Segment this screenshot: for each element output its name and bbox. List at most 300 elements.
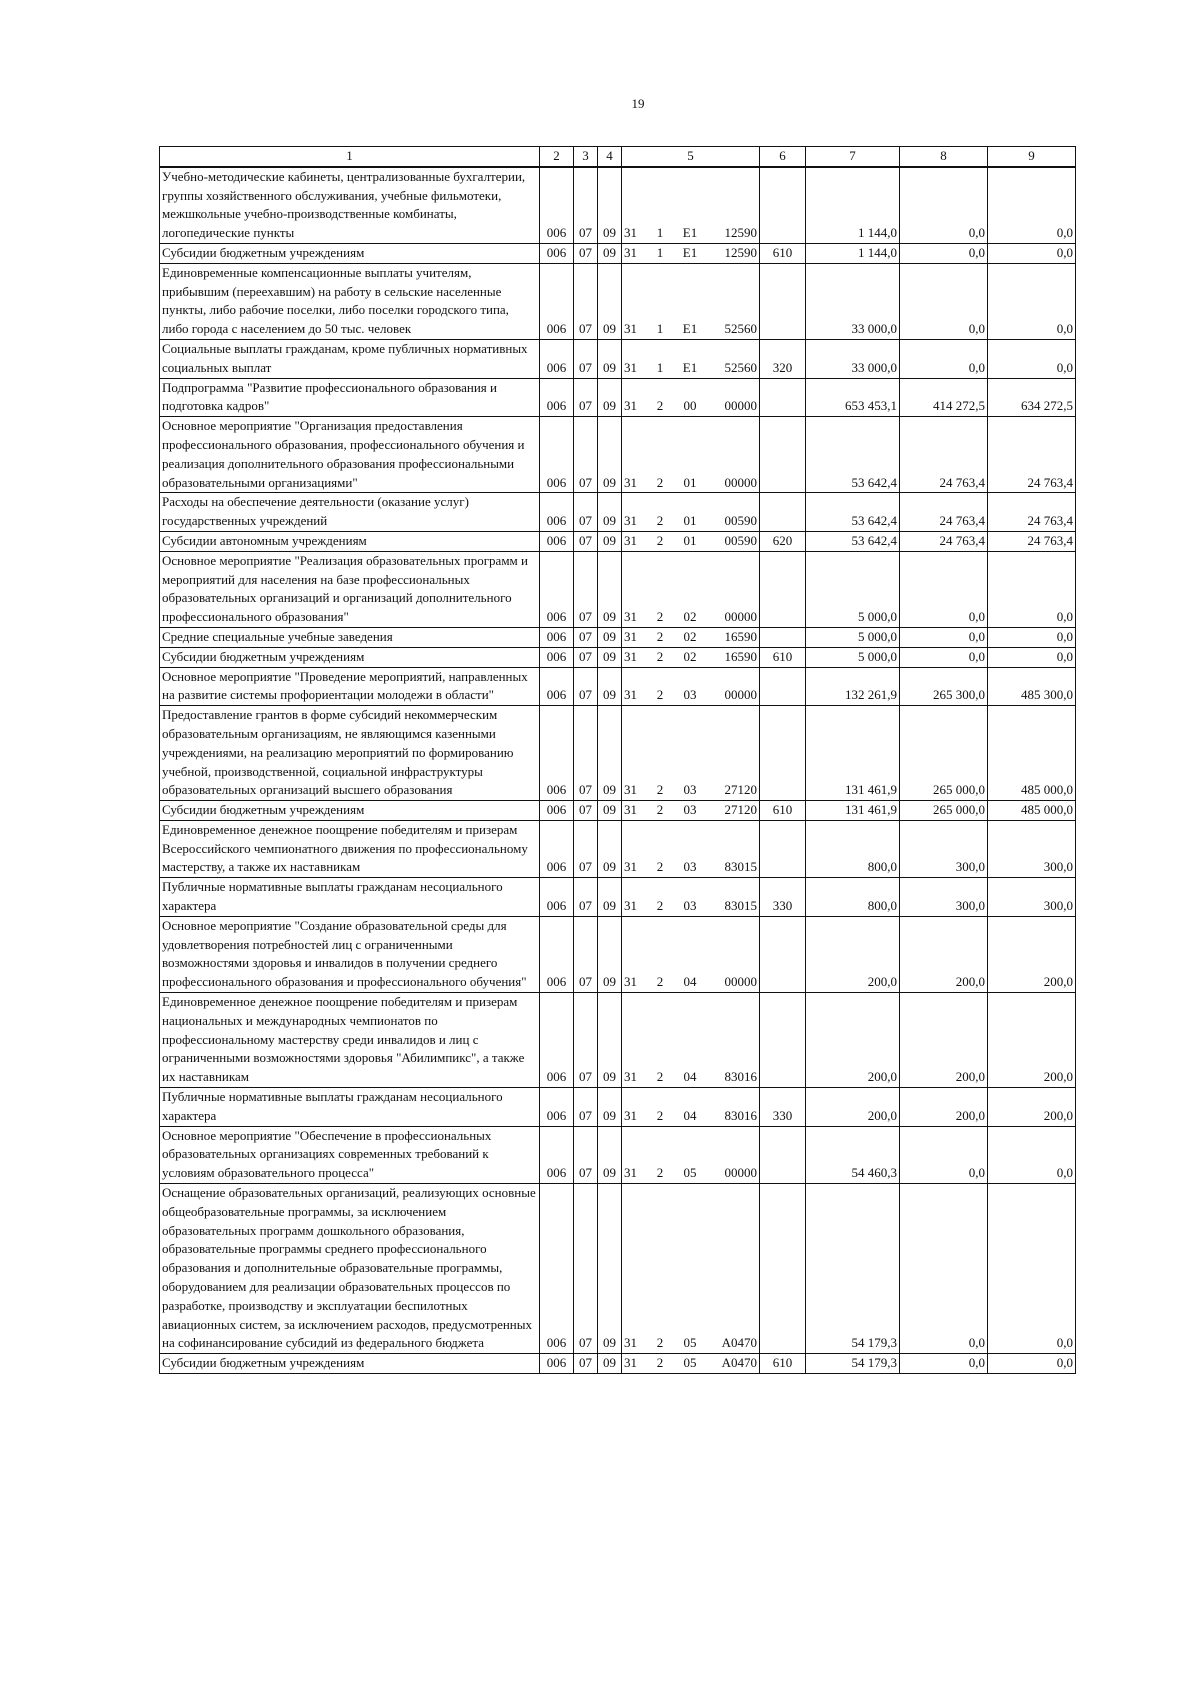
cell-amount-col7: 5 000,0	[806, 647, 900, 667]
target-article-direction: 52560	[724, 321, 757, 337]
cell-grbs: 006	[540, 551, 574, 627]
cell-target-article	[622, 627, 760, 647]
cell-amount-col7: 131 461,9	[806, 706, 900, 801]
cell-subsection: 09	[598, 551, 622, 627]
cell-grbs: 006	[540, 993, 574, 1088]
cell-target-article	[622, 339, 760, 378]
cell-expense-type	[760, 378, 806, 417]
cell-target-article	[622, 667, 760, 706]
cell-subsection: 09	[598, 878, 622, 917]
row-name: Учебно-методические кабинеты, централизованные бухгалтерии, группы хозяйственного обслуживания, учебные фильмотеки, межшкольные учебно-производственные комбинаты, логопедические пункты	[160, 167, 540, 244]
target-article-direction: A0470	[721, 1335, 757, 1351]
target-article-subprogram: 2	[656, 628, 664, 644]
cell-amount-col7: 131 461,9	[806, 801, 900, 821]
cell-section: 07	[574, 167, 598, 244]
target-article-event: 03	[683, 859, 697, 875]
row-name: Публичные нормативные выплаты гражданам несоциального характера	[160, 878, 540, 917]
target-article-program: 31	[624, 532, 637, 548]
target-article-program: 31	[624, 398, 637, 414]
cell-target-article	[622, 706, 760, 801]
cell-amount-col8: 24 763,4	[900, 417, 988, 493]
cell-subsection: 09	[598, 993, 622, 1088]
row-name: Основное мероприятие "Создание образовательной среды для удовлетворения потребностей лиц с ограниченными возможностями здоровья и инвалидов в получении среднего профессионального образования и профессионального обучения"	[160, 916, 540, 992]
cell-amount-col9: 200,0	[988, 993, 1076, 1088]
cell-amount-col7: 5 000,0	[806, 627, 900, 647]
table-body	[160, 167, 1076, 1374]
cell-amount-col9: 24 763,4	[988, 417, 1076, 493]
cell-subsection: 09	[598, 339, 622, 378]
cell-subsection: 09	[598, 667, 622, 706]
target-article-event: 03	[683, 687, 697, 703]
cell-target-article	[622, 493, 760, 532]
target-article-event: 04	[683, 974, 697, 990]
target-article-subprogram: 2	[656, 974, 664, 990]
cell-section: 07	[574, 878, 598, 917]
target-article-program: 31	[624, 225, 637, 241]
cell-amount-col9: 300,0	[988, 878, 1076, 917]
cell-expense-type: 320	[760, 339, 806, 378]
cell-target-article	[622, 263, 760, 339]
target-article-direction: 27120	[724, 782, 757, 798]
cell-grbs: 006	[540, 820, 574, 877]
target-article-event: 01	[683, 513, 697, 529]
cell-amount-col9: 485 000,0	[988, 801, 1076, 821]
table-row	[160, 993, 1076, 1088]
table-row	[160, 493, 1076, 532]
cell-expense-type	[760, 263, 806, 339]
cell-subsection: 09	[598, 493, 622, 532]
cell-section: 07	[574, 1354, 598, 1374]
target-article-event: 03	[683, 802, 697, 818]
cell-amount-col8: 200,0	[900, 1088, 988, 1127]
cell-section: 07	[574, 378, 598, 417]
cell-subsection: 09	[598, 1354, 622, 1374]
row-name: Единовременное денежное поощрение победителям и призерам Всероссийского чемпионатного движения по профессиональному мастерству, а также их наставникам	[160, 820, 540, 877]
cell-amount-col9: 634 272,5	[988, 378, 1076, 417]
cell-amount-col8: 0,0	[900, 263, 988, 339]
cell-grbs: 006	[540, 417, 574, 493]
target-article-direction: 83015	[724, 859, 757, 875]
cell-section: 07	[574, 667, 598, 706]
target-article-program: 31	[624, 359, 637, 375]
cell-amount-col9: 0,0	[988, 1184, 1076, 1354]
cell-subsection: 09	[598, 243, 622, 263]
cell-target-article	[622, 551, 760, 627]
cell-amount-col9: 0,0	[988, 339, 1076, 378]
table-row	[160, 531, 1076, 551]
row-name: Предоставление грантов в форме субсидий некоммерческим образовательным организациям, не являющимся казенными учреждениями, на реализацию мероприятий по формированию учебной, производственной, социальной инфраструктуры образовательных организаций высшего образования	[160, 706, 540, 801]
target-article-program: 31	[624, 859, 637, 875]
target-article-subprogram: 2	[656, 898, 664, 914]
cell-amount-col9: 24 763,4	[988, 493, 1076, 532]
cell-section: 07	[574, 1184, 598, 1354]
target-article-program: 31	[624, 1107, 637, 1123]
cell-amount-col9: 300,0	[988, 820, 1076, 877]
row-name: Основное мероприятие "Обеспечение в профессиональных образовательных организациях современных требований к условиям образовательного процесса"	[160, 1126, 540, 1183]
target-article-event: 01	[683, 474, 697, 490]
table-row	[160, 1126, 1076, 1183]
cell-amount-col7: 5 000,0	[806, 551, 900, 627]
cell-grbs: 006	[540, 878, 574, 917]
cell-amount-col7: 800,0	[806, 878, 900, 917]
target-article-program: 31	[624, 1069, 637, 1085]
cell-section: 07	[574, 647, 598, 667]
cell-section: 07	[574, 263, 598, 339]
target-article-event: E1	[682, 225, 698, 241]
cell-expense-type	[760, 667, 806, 706]
cell-amount-col8: 265 000,0	[900, 801, 988, 821]
cell-amount-col9: 485 300,0	[988, 667, 1076, 706]
column-header: 4	[598, 147, 622, 167]
cell-grbs: 006	[540, 1184, 574, 1354]
cell-section: 07	[574, 551, 598, 627]
cell-subsection: 09	[598, 417, 622, 493]
cell-expense-type: 610	[760, 801, 806, 821]
row-name: Единовременные компенсационные выплаты учителям, прибывшим (переехавшим) на работу в сельские населенные пункты, либо рабочие поселки, либо поселки городского типа, либо города с населением до 50 тыс. человек	[160, 263, 540, 339]
target-article-event: E1	[682, 321, 698, 337]
target-article-event: 03	[683, 782, 697, 798]
cell-section: 07	[574, 627, 598, 647]
cell-amount-col8: 200,0	[900, 993, 988, 1088]
cell-target-article	[622, 531, 760, 551]
target-article-subprogram: 2	[656, 513, 664, 529]
cell-amount-col7: 53 642,4	[806, 493, 900, 532]
target-article-direction: 00000	[724, 398, 757, 414]
cell-target-article	[622, 1184, 760, 1354]
cell-amount-col8: 0,0	[900, 1184, 988, 1354]
table-row	[160, 647, 1076, 667]
cell-section: 07	[574, 1126, 598, 1183]
cell-amount-col8: 300,0	[900, 820, 988, 877]
budget-table	[159, 146, 1076, 1374]
row-name: Оснащение образовательных организаций, реализующих основные общеобразовательные программы, за исключением образовательных программ дошкольного образования, образовательные программы среднего профессионального образования и дополнительные образовательные программы, оборудованием для реализации образовательных процессов по разработке, производству и эксплуатации беспилотных авиационных систем, за исключением расходов, предусмотренных на софинансирование субсидий из федерального бюджета	[160, 1184, 540, 1354]
target-article-subprogram: 2	[656, 859, 664, 875]
row-name: Субсидии бюджетным учреждениям	[160, 1354, 540, 1374]
target-article-event: 02	[683, 648, 697, 664]
cell-target-article	[622, 378, 760, 417]
row-name: Расходы на обеспечение деятельности (оказание услуг) государственных учреждений	[160, 493, 540, 532]
table-row	[160, 263, 1076, 339]
cell-amount-col8: 24 763,4	[900, 493, 988, 532]
cell-subsection: 09	[598, 1088, 622, 1127]
target-article-event: 05	[683, 1165, 697, 1181]
cell-amount-col8: 0,0	[900, 339, 988, 378]
row-name: Основное мероприятие "Организация предоставления профессионального образования, профессионального обучения и реализация дополнительного образования профессиональными образовательными организациями"	[160, 417, 540, 493]
cell-expense-type	[760, 706, 806, 801]
cell-section: 07	[574, 1088, 598, 1127]
target-article-subprogram: 2	[656, 609, 664, 625]
row-name: Субсидии бюджетным учреждениям	[160, 243, 540, 263]
table-row	[160, 820, 1076, 877]
cell-section: 07	[574, 339, 598, 378]
target-article-event: 02	[683, 609, 697, 625]
cell-amount-col8: 200,0	[900, 916, 988, 992]
cell-amount-col8: 265 300,0	[900, 667, 988, 706]
target-article-subprogram: 2	[656, 802, 664, 818]
table-row	[160, 878, 1076, 917]
cell-amount-col7: 54 460,3	[806, 1126, 900, 1183]
target-article-direction: 83015	[724, 898, 757, 914]
cell-amount-col7: 1 144,0	[806, 243, 900, 263]
row-name: Единовременное денежное поощрение победителям и призерам национальных и международных чемпионатов по профессиональному мастерству среди инвалидов и лиц с ограниченными возможностями здоровья "Абилимпикс", а также их наставникам	[160, 993, 540, 1088]
table-row	[160, 1088, 1076, 1127]
cell-grbs: 006	[540, 1126, 574, 1183]
cell-expense-type	[760, 1126, 806, 1183]
target-article-event: 03	[683, 898, 697, 914]
target-article-subprogram: 2	[656, 1335, 664, 1351]
row-name: Основное мероприятие "Проведение мероприятий, направленных на развитие системы профориентации молодежи в области"	[160, 667, 540, 706]
cell-subsection: 09	[598, 378, 622, 417]
table-row	[160, 801, 1076, 821]
cell-grbs: 006	[540, 243, 574, 263]
cell-amount-col7: 54 179,3	[806, 1184, 900, 1354]
table-row	[160, 378, 1076, 417]
cell-amount-col8: 0,0	[900, 551, 988, 627]
target-article-subprogram: 2	[656, 532, 664, 548]
table-row	[160, 1184, 1076, 1354]
cell-amount-col9: 0,0	[988, 243, 1076, 263]
cell-target-article	[622, 417, 760, 493]
cell-grbs: 006	[540, 339, 574, 378]
cell-amount-col8: 0,0	[900, 627, 988, 647]
target-article-direction: 00000	[724, 1165, 757, 1181]
cell-amount-col7: 1 144,0	[806, 167, 900, 244]
target-article-event: 02	[683, 628, 697, 644]
target-article-direction: 16590	[724, 628, 757, 644]
cell-amount-col9: 0,0	[988, 167, 1076, 244]
row-name: Социальные выплаты гражданам, кроме публичных нормативных социальных выплат	[160, 339, 540, 378]
cell-target-article	[622, 1126, 760, 1183]
cell-subsection: 09	[598, 1184, 622, 1354]
row-name: Средние специальные учебные заведения	[160, 627, 540, 647]
cell-grbs: 006	[540, 531, 574, 551]
target-article-direction: A0470	[721, 1355, 757, 1371]
cell-expense-type	[760, 1184, 806, 1354]
cell-grbs: 006	[540, 263, 574, 339]
target-article-program: 31	[624, 687, 637, 703]
target-article-subprogram: 2	[656, 648, 664, 664]
target-article-subprogram: 2	[656, 782, 664, 798]
target-article-direction: 12590	[724, 244, 757, 260]
table-row	[160, 916, 1076, 992]
cell-expense-type	[760, 493, 806, 532]
cell-expense-type	[760, 551, 806, 627]
column-header: 2	[540, 147, 574, 167]
cell-amount-col9: 24 763,4	[988, 531, 1076, 551]
target-article-direction: 27120	[724, 802, 757, 818]
row-name: Субсидии бюджетным учреждениям	[160, 647, 540, 667]
cell-target-article	[622, 1088, 760, 1127]
row-name: Подпрограмма "Развитие профессионального образования и подготовка кадров"	[160, 378, 540, 417]
cell-amount-col7: 33 000,0	[806, 339, 900, 378]
cell-grbs: 006	[540, 801, 574, 821]
table-row	[160, 339, 1076, 378]
cell-target-article	[622, 243, 760, 263]
target-article-program: 31	[624, 513, 637, 529]
cell-subsection: 09	[598, 167, 622, 244]
column-header: 9	[988, 147, 1076, 167]
target-article-program: 31	[624, 974, 637, 990]
cell-target-article	[622, 647, 760, 667]
target-article-subprogram: 1	[656, 225, 664, 241]
cell-subsection: 09	[598, 531, 622, 551]
target-article-subprogram: 2	[656, 1069, 664, 1085]
cell-amount-col7: 53 642,4	[806, 417, 900, 493]
cell-target-article	[622, 916, 760, 992]
cell-grbs: 006	[540, 706, 574, 801]
target-article-program: 31	[624, 1335, 637, 1351]
cell-subsection: 09	[598, 647, 622, 667]
cell-amount-col9: 200,0	[988, 1088, 1076, 1127]
target-article-event: E1	[682, 244, 698, 260]
cell-target-article	[622, 820, 760, 877]
target-article-direction: 00000	[724, 609, 757, 625]
page-number: 19	[631, 96, 645, 111]
target-article-program: 31	[624, 244, 637, 260]
cell-amount-col8: 300,0	[900, 878, 988, 917]
column-header: 8	[900, 147, 988, 167]
cell-amount-col7: 200,0	[806, 993, 900, 1088]
column-header: 5	[622, 147, 760, 167]
target-article-subprogram: 2	[656, 1107, 664, 1123]
row-name: Субсидии автономным учреждениям	[160, 531, 540, 551]
target-article-program: 31	[624, 1355, 637, 1371]
cell-target-article	[622, 1354, 760, 1374]
target-article-program: 31	[624, 609, 637, 625]
cell-subsection: 09	[598, 801, 622, 821]
target-article-program: 31	[624, 782, 637, 798]
target-article-event: 04	[683, 1069, 697, 1085]
target-article-subprogram: 2	[656, 687, 664, 703]
cell-section: 07	[574, 493, 598, 532]
target-article-program: 31	[624, 898, 637, 914]
target-article-program: 31	[624, 802, 637, 818]
cell-grbs: 006	[540, 493, 574, 532]
cell-amount-col8: 0,0	[900, 1126, 988, 1183]
target-article-event: 00	[683, 398, 697, 414]
cell-subsection: 09	[598, 1126, 622, 1183]
cell-section: 07	[574, 706, 598, 801]
table-row	[160, 243, 1076, 263]
target-article-direction: 00000	[724, 974, 757, 990]
cell-amount-col7: 33 000,0	[806, 263, 900, 339]
target-article-program: 31	[624, 1165, 637, 1181]
cell-subsection: 09	[598, 627, 622, 647]
target-article-event: 05	[683, 1355, 697, 1371]
cell-amount-col9: 0,0	[988, 647, 1076, 667]
cell-grbs: 006	[540, 647, 574, 667]
cell-amount-col7: 200,0	[806, 916, 900, 992]
cell-expense-type	[760, 820, 806, 877]
cell-amount-col8: 0,0	[900, 243, 988, 263]
cell-section: 07	[574, 993, 598, 1088]
target-article-event: 04	[683, 1107, 697, 1123]
cell-section: 07	[574, 801, 598, 821]
target-article-program: 31	[624, 321, 637, 337]
cell-amount-col7: 800,0	[806, 820, 900, 877]
cell-section: 07	[574, 531, 598, 551]
column-header: 1	[160, 147, 540, 167]
target-article-direction: 12590	[724, 225, 757, 241]
table-row	[160, 551, 1076, 627]
cell-section: 07	[574, 820, 598, 877]
target-article-program: 31	[624, 628, 637, 644]
cell-grbs: 006	[540, 378, 574, 417]
cell-target-article	[622, 167, 760, 244]
target-article-direction: 00590	[724, 532, 757, 548]
target-article-subprogram: 2	[656, 1355, 664, 1371]
table-header-row	[160, 147, 1076, 167]
cell-amount-col8: 414 272,5	[900, 378, 988, 417]
cell-amount-col9: 0,0	[988, 263, 1076, 339]
target-article-direction: 00590	[724, 513, 757, 529]
table-row	[160, 627, 1076, 647]
target-article-subprogram: 2	[656, 474, 664, 490]
target-article-direction: 83016	[724, 1107, 757, 1123]
cell-section: 07	[574, 417, 598, 493]
cell-subsection: 09	[598, 916, 622, 992]
cell-amount-col8: 0,0	[900, 1354, 988, 1374]
cell-amount-col7: 653 453,1	[806, 378, 900, 417]
cell-grbs: 006	[540, 916, 574, 992]
cell-expense-type	[760, 993, 806, 1088]
row-name: Основное мероприятие "Реализация образовательных программ и мероприятий для населения на базе профессиональных образовательных организаций и организаций дополнительного профессионального образования"	[160, 551, 540, 627]
table-row	[160, 706, 1076, 801]
table-row	[160, 167, 1076, 244]
column-header: 3	[574, 147, 598, 167]
cell-section: 07	[574, 243, 598, 263]
target-article-direction: 83016	[724, 1069, 757, 1085]
target-article-direction: 00000	[724, 474, 757, 490]
cell-amount-col7: 53 642,4	[806, 531, 900, 551]
cell-expense-type: 610	[760, 243, 806, 263]
cell-expense-type: 330	[760, 1088, 806, 1127]
cell-expense-type: 620	[760, 531, 806, 551]
target-article-direction: 00000	[724, 687, 757, 703]
table-row	[160, 667, 1076, 706]
cell-amount-col9: 0,0	[988, 627, 1076, 647]
cell-grbs: 006	[540, 1088, 574, 1127]
cell-target-article	[622, 801, 760, 821]
cell-target-article	[622, 993, 760, 1088]
column-header: 6	[760, 147, 806, 167]
table-row	[160, 417, 1076, 493]
target-article-program: 31	[624, 474, 637, 490]
cell-expense-type: 330	[760, 878, 806, 917]
cell-target-article	[622, 878, 760, 917]
target-article-event: E1	[682, 359, 698, 375]
cell-amount-col8: 265 000,0	[900, 706, 988, 801]
cell-amount-col7: 54 179,3	[806, 1354, 900, 1374]
cell-amount-col7: 132 261,9	[806, 667, 900, 706]
cell-section: 07	[574, 916, 598, 992]
row-name: Субсидии бюджетным учреждениям	[160, 801, 540, 821]
cell-amount-col9: 200,0	[988, 916, 1076, 992]
cell-amount-col7: 200,0	[806, 1088, 900, 1127]
cell-expense-type: 610	[760, 1354, 806, 1374]
cell-expense-type	[760, 167, 806, 244]
cell-amount-col8: 24 763,4	[900, 531, 988, 551]
cell-amount-col9: 0,0	[988, 551, 1076, 627]
cell-amount-col9: 485 000,0	[988, 706, 1076, 801]
target-article-direction: 52560	[724, 359, 757, 375]
cell-grbs: 006	[540, 667, 574, 706]
cell-expense-type	[760, 916, 806, 992]
row-name: Публичные нормативные выплаты гражданам несоциального характера	[160, 1088, 540, 1127]
target-article-subprogram: 1	[656, 244, 664, 260]
cell-grbs: 006	[540, 1354, 574, 1374]
column-header: 7	[806, 147, 900, 167]
